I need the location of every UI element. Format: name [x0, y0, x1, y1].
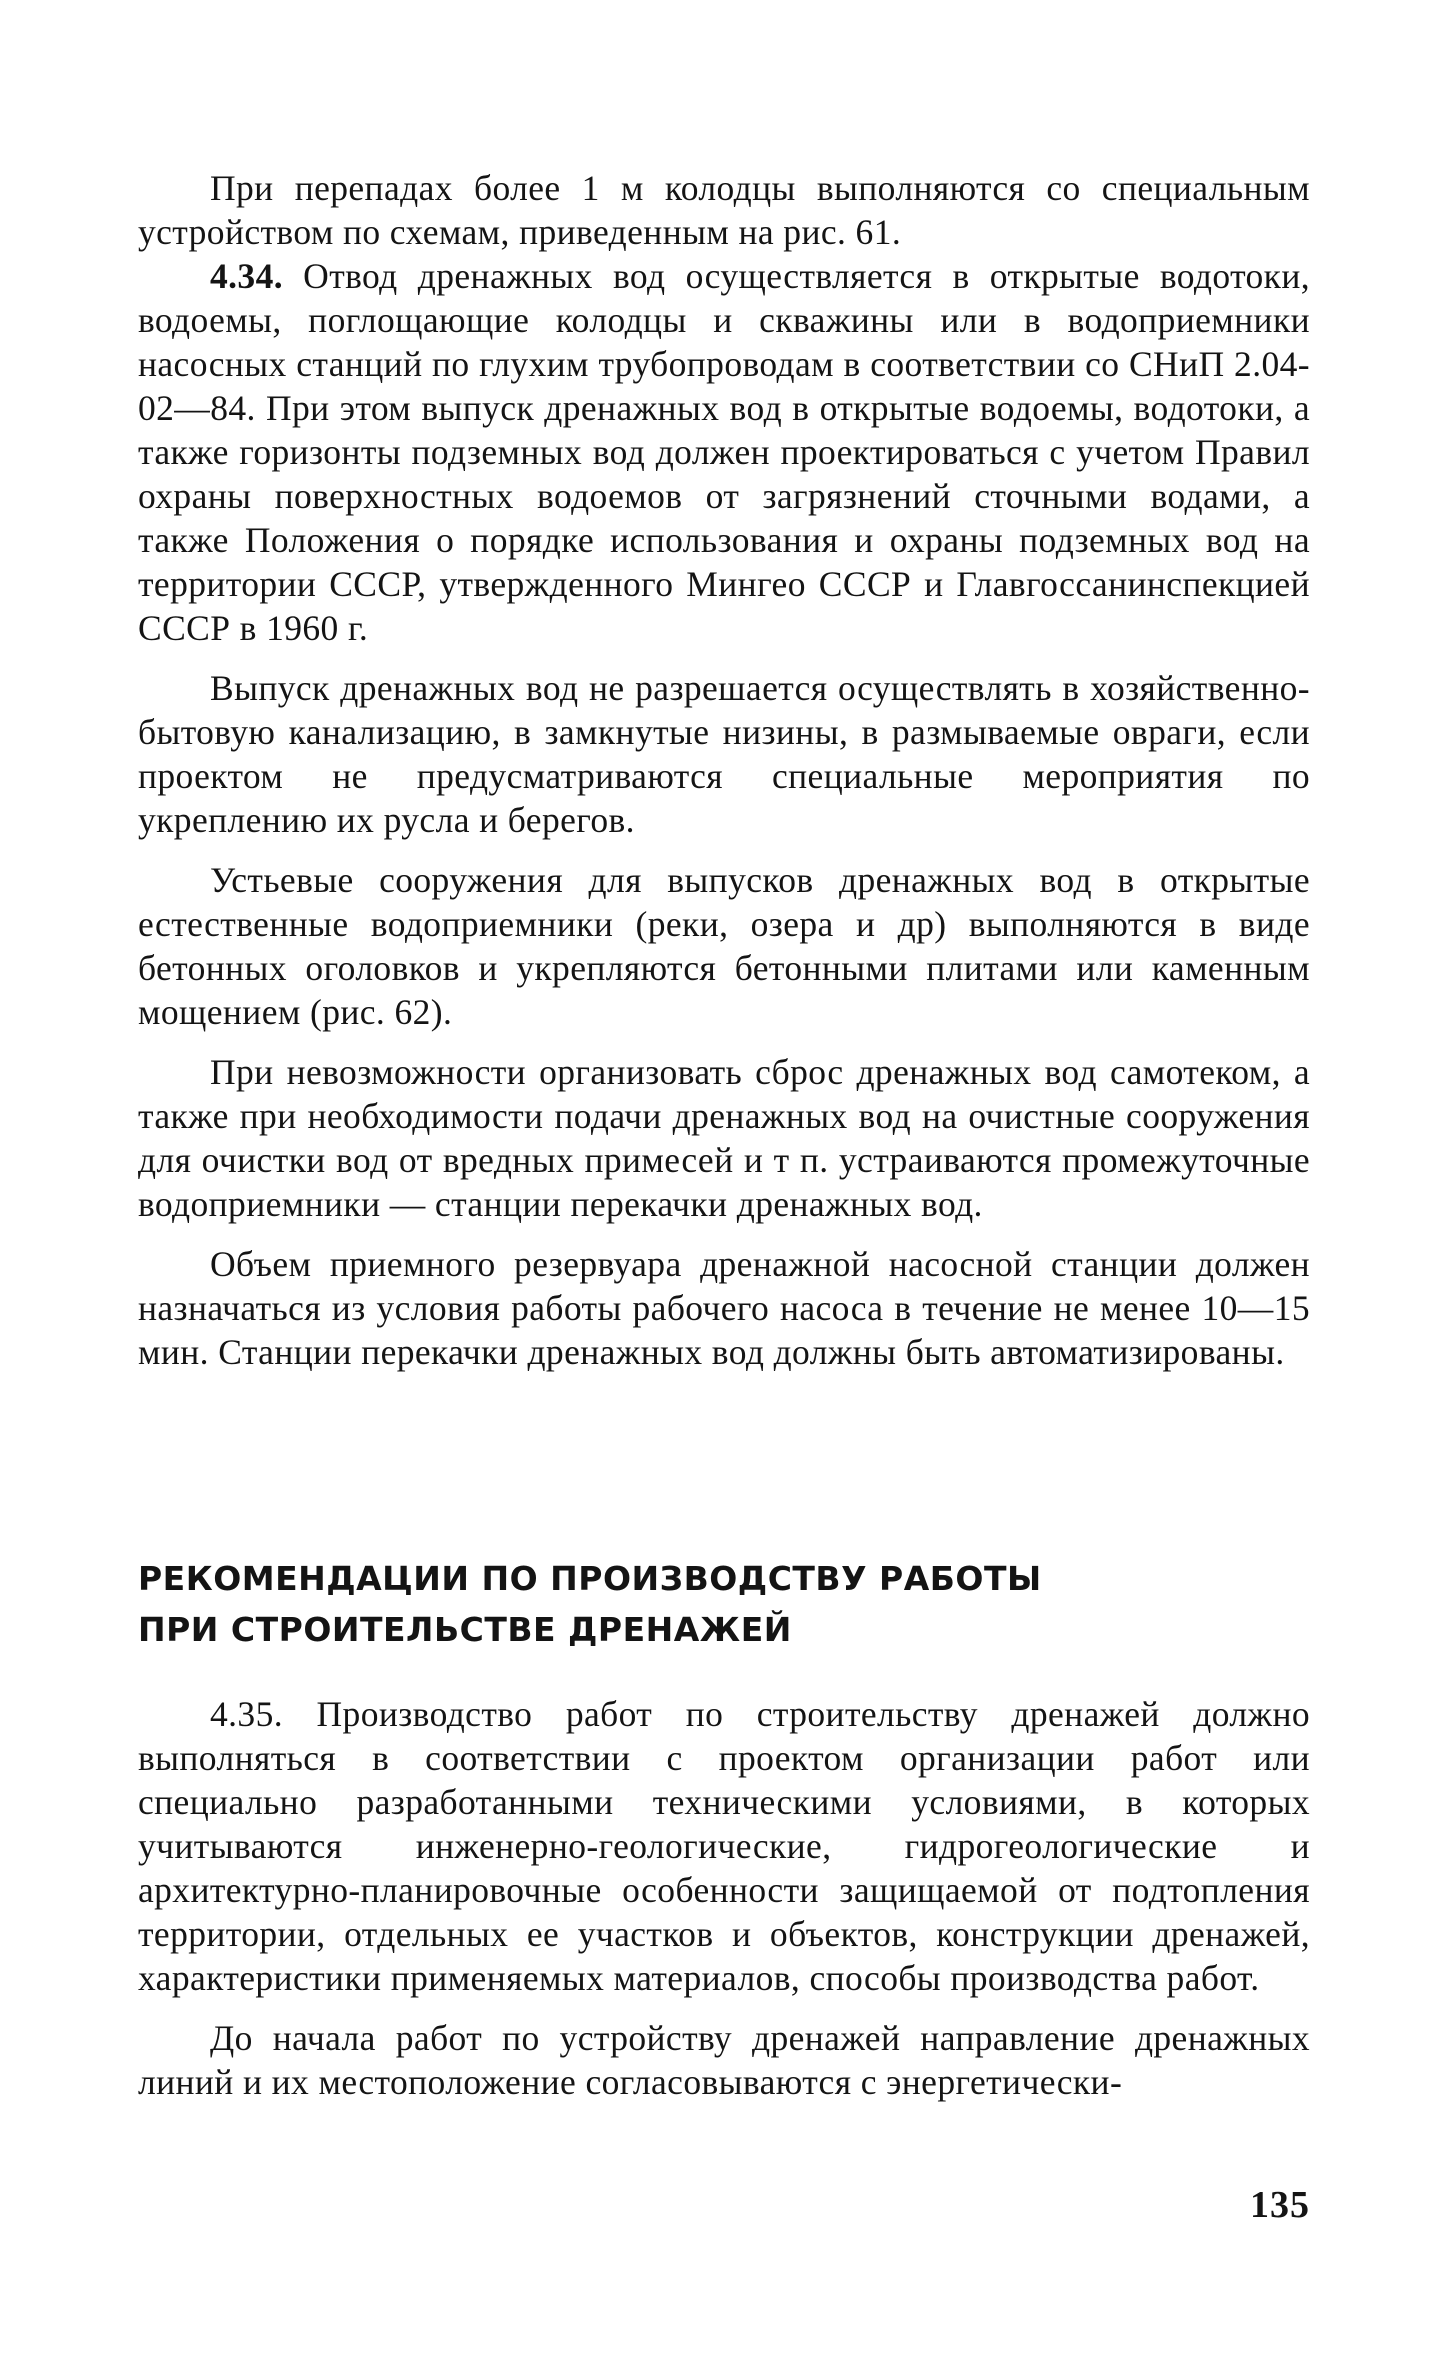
paragraph-number: 4.34. [210, 256, 283, 296]
section-2-body [138, 1692, 1310, 2104]
paragraph-discharge-restrictions: Выпуск дренажных вод не разрешается осуществлять в хозяйственно-бытовую канализацию, в замкнутые низины, в размываемые овраги, если проектом не предусматриваются специальные мероприятия по укреплению их русла и берегов. [138, 668, 1310, 840]
paragraph-outlet-structures: Устьевые сооружения для выпусков дренажных вод в открытые естественные водоприемники (реки, озера и др) выполняются в виде бетонных оголовков и укрепляются бетонными плитами или каменным мощением (рис. 62). [138, 860, 1310, 1032]
section-heading [138, 1553, 1310, 1655]
paragraph-pumping-stations: При невозможности организовать сброс дренажных вод самотеком, а также при необходимости подачи дренажных вод на очистные сооружения для очистки вод от вредных примесей и т п. устраиваются промежуточные водоприемники — станции перекачки дренажных вод. [138, 1052, 1310, 1224]
heading-line-1: РЕКОМЕНДАЦИИ ПО ПРОИЗВОДСТВУ РАБОТЫ [138, 1559, 1042, 1598]
paragraph-4-35: 4.35. Производство работ по строительству дренажей должно выполняться в соответствии с проектом организации работ или специально разработанными техническими условиями, в которых учитываются инженерно-геологические, гидрогеологические и архитектурно-планировочные особенности защищаемой от подтопления территории, отдельных ее участков и объектов, конструкции дренажей, характеристики применяемых материалов, способы производства работ. [138, 1694, 1310, 1998]
paragraph-reservoir-volume: Объем приемного резервуара дренажной насосной станции должен назначаться из условия работы рабочего насоса в течение не менее 10—15 мин. Станции перекачки дренажных вод должны быть автоматизированы. [138, 1244, 1310, 1372]
section-1-body [138, 166, 1310, 1374]
heading-line-2: ПРИ СТРОИТЕЛЬСТВЕ ДРЕНАЖЕЙ [138, 1610, 792, 1649]
paragraph-4-34 [138, 254, 1310, 650]
paragraph-drain-lines: До начала работ по устройству дренажей направление дренажных линий и их местоположение согласовываются с энергетически- [138, 2018, 1310, 2102]
paragraph-drop-wells: При перепадах более 1 м колодцы выполняются со специальным устройством по схемам, приведенным на рис. 61. [138, 168, 1310, 252]
paragraph-text: Отвод дренажных вод осуществляется в открытые водотоки, водоемы, поглощающие колодцы и скважины или в водоприемники насосных станций по глухим трубопроводам в соответствии со СНиП 2.04-02—84. При этом выпуск дренажных вод в открытые водоемы, водотоки, а также горизонты подземных вод должен проектироваться с учетом Правил охраны поверхностных водоемов от загрязнений сточными водами, а также Положения о порядке использования и охраны подземных вод на территории СССР, утвержденного Мингео СССР и Главгоссанинспекцией СССР в 1960 г. [138, 256, 1310, 648]
page-number: 135 [1250, 2184, 1310, 2226]
